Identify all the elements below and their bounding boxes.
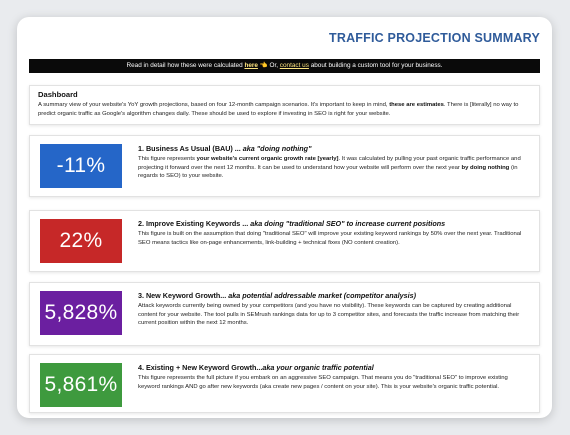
scenario-title	[138, 363, 531, 372]
scenario-title-aka: aka "doing nothing"	[242, 144, 312, 153]
scenario-title	[138, 219, 531, 228]
scenario-card-organic-potential	[29, 354, 540, 413]
scenario-description: This figure represents the full picture if you embark on an aggressive SEO campaign. That means you do "traditional SEO" to improve existing keyword rankings AND go after new keywords (aka create new pages / content on your site). This is your website's organic traffic potential.	[138, 375, 508, 390]
metric-value: -11%	[40, 144, 122, 188]
scenario-description: Attack keywords currently being owned by your competitors (and you have no visibility). These keywords can be captured by creating additional content for your website. The tool pulls in SEMrush rankings data for up to 3 competitor sites, and forecasts the traffic increase from matching their current position within the next 12 months.	[138, 303, 520, 327]
here-link[interactable]: here	[244, 62, 258, 69]
scenario-title	[138, 291, 531, 300]
dashboard-text-bold: these are estimates	[389, 102, 444, 108]
scenario-text-2: . It was calculated by pulling your past organic traffic performance and projecting it forward over the next 12 months. It can be used to understand how your website will perform over the next year	[138, 156, 521, 171]
scenario-title	[138, 144, 531, 153]
scenario-title-main: 4. Existing + New Keyword Growth...	[138, 363, 263, 372]
scenario-text-1: This figure represents	[138, 156, 195, 162]
scenario-title-aka: aka your organic traffic potential	[262, 363, 374, 372]
dashboard-title: Dashboard	[38, 90, 78, 99]
page-title: TRAFFIC PROJECTION SUMMARY	[329, 31, 540, 45]
scenario-description: This figure is built on the assumption that doing "traditional SEO" will improve your existing keyword rankings by 50% over the next year. Traditional SEO means tactics like on-page enhancements, link-building + technical fixes (NO content creation).	[138, 231, 522, 246]
banner-text-or: Or,	[269, 62, 278, 69]
metric-value: 5,861%	[40, 363, 122, 407]
info-banner	[29, 59, 540, 73]
summary-panel	[17, 17, 552, 418]
scenario-text-bold-2: by doing nothing	[461, 164, 510, 171]
scenario-text-bold-1: your website's current organic growth rate [yearly]	[196, 156, 339, 162]
contact-us-link[interactable]: contact us	[279, 62, 309, 69]
banner-text-before: Read in detail how these were calculated	[126, 62, 243, 69]
dashboard-text-1: A summary view of your website's YoY growth projections, based on four 12-month campaign scenarios. It's important to keep in mind,	[38, 102, 388, 108]
metric-value: 5,828%	[40, 291, 122, 335]
banner-text-after: about building a custom tool for your business.	[310, 62, 443, 69]
dashboard-card	[29, 85, 540, 125]
scenario-title-main: 1. Business As Usual (BAU) ...	[138, 144, 243, 153]
metric-value: 22%	[40, 219, 122, 263]
scenario-title-aka: aka doing "traditional SEO" to increase current positions	[250, 219, 446, 228]
dashboard-text-2: . There is [literally] no way to predict organic traffic as Google's algorithm changes daily. These should be used to explore if investing in SEO is right for your website.	[38, 102, 519, 117]
pointing-hand-icon: 👈	[259, 62, 268, 69]
scenario-title-main: 2. Improve Existing Keywords ...	[138, 219, 251, 228]
scenario-description	[138, 155, 531, 181]
scenario-card-new-keywords	[29, 282, 540, 346]
scenario-title-main: 3. New Keyword Growth...	[138, 291, 229, 300]
scenario-card-existing-keywords	[29, 210, 540, 272]
scenario-text-3: (in regards to SEO) to your website.	[138, 164, 518, 180]
dashboard-description	[38, 101, 531, 118]
scenario-title-aka: aka potential addressable market (competitor analysis)	[228, 291, 417, 300]
scenario-card-bau	[29, 135, 540, 197]
